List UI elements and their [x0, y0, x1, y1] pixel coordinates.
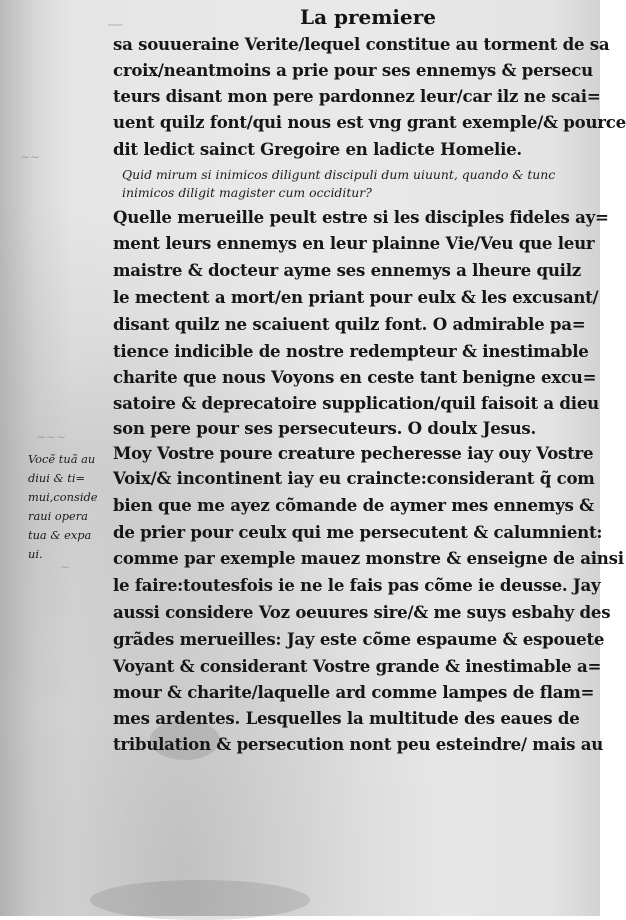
- text-line: teurs disant mon pere pardonnez leur/car ilz ne scai=: [113, 86, 601, 106]
- text-line: grãdes merueilles: Jay este cõme espaume & espouete: [113, 629, 605, 649]
- text-line: le faire:toutesfois ie ne le fais pas cõme ie deusse. Jay: [113, 575, 601, 595]
- text-line: disant quilz ne scaiuent quilz font. O admirable pa=: [113, 314, 586, 334]
- text-line: Voix/& incontinent iay eu craincte:considerant q̃ com: [113, 468, 595, 488]
- text-line: de prier pour ceulx qui me persecutent & calumnient:: [113, 522, 603, 542]
- text-line: ment leurs ennemys en leur plainne Vie/Veu que leur: [113, 233, 595, 253]
- text-line: le mectent a mort/en priant pour eulx & les excusant/: [113, 287, 599, 307]
- text-line: dit ledict sainct Gregoire en ladicte Homelie.: [113, 139, 522, 159]
- page-smudge: [90, 880, 310, 920]
- text-line: sa souueraine Verite/lequel constitue au torment de sa: [113, 34, 610, 54]
- margin-note-line: Vocẽ tuã au: [28, 452, 96, 466]
- margin-note-line: mui,conside: [28, 490, 98, 504]
- text-line: Quelle merueille peult estre si les disciples fideles ay=: [113, 207, 609, 227]
- running-header: La premiere: [300, 5, 436, 29]
- text-line: Voyant & considerant Vostre grande & inestimable a=: [113, 656, 602, 676]
- text-line: mour & charite/laquelle ard comme lampes de flam=: [113, 682, 595, 702]
- margin-note-line: tua & expa: [28, 528, 92, 542]
- text-line: charite que nous Voyons en ceste tant benigne excu=: [113, 367, 597, 387]
- text-line: croix/neantmoins a prie pour ses ennemys & persecu: [113, 60, 593, 80]
- margin-note-line: raui opera: [28, 509, 88, 523]
- text-line: satoire & deprecatoire supplication/quil faisoit a dieu: [113, 393, 599, 413]
- text-line: son pere pour ses persecuteurs. O doulx Jesus.: [113, 418, 537, 438]
- text-line: maistre & docteur ayme ses ennemys a lheure quilz: [113, 260, 581, 280]
- text-line: aussi considere Voz oeuures sire/& me suys esbahy des: [113, 602, 611, 622]
- margin-note-line: ui.: [28, 547, 43, 561]
- margin-note-line: diui & ti=: [28, 471, 86, 485]
- text-line: tience indicible de nostre redempteur & inestimable: [113, 341, 589, 361]
- show-through-mark: ∼: [60, 560, 71, 574]
- text-line: comme par exemple mauez monstre & enseigne de ainsi: [113, 548, 624, 568]
- show-through-mark: ──: [108, 18, 123, 32]
- text-line: bien que me ayez cõmande de aymer mes ennemys &: [113, 495, 594, 515]
- show-through-mark: ∼∼∼: [36, 430, 67, 444]
- text-line: Moy Vostre poure creature pecheresse iay ouy Vostre: [113, 443, 594, 463]
- text-line: mes ardentes. Lesquelles la multitude des eaues de: [113, 708, 580, 728]
- latin-quotation-line: Quid mirum si inimicos diligunt discipuli dum uiuunt, quando & tunc: [122, 167, 556, 182]
- text-line: uent quilz font/qui nous est vng grant exemple/& pource: [113, 112, 626, 132]
- show-through-mark: ∼∼: [20, 150, 41, 164]
- latin-quotation-line: inimicos diligit magister cum occiditur?: [122, 185, 372, 200]
- text-line: tribulation & persecution nont peu esteindre/ mais au: [113, 734, 604, 754]
